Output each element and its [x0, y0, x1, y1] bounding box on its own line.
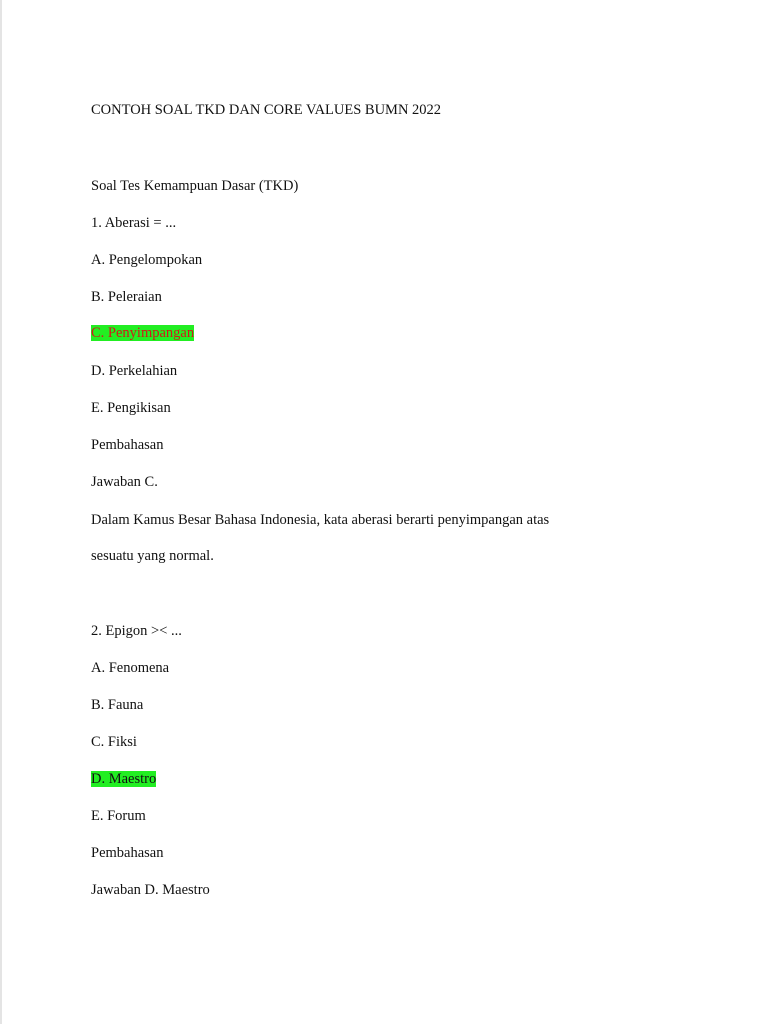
document-title: CONTOH SOAL TKD DAN CORE VALUES BUMN 2022	[91, 102, 442, 118]
option-e: E. Forum	[91, 808, 146, 824]
option-b: B. Peleraian	[91, 289, 162, 305]
option-a: A. Pengelompokan	[91, 252, 203, 268]
question-prompt: 2. Epigon >< ...	[91, 623, 182, 639]
option-d: D. Perkelahian	[91, 363, 178, 379]
option-e: E. Pengikisan	[91, 400, 171, 416]
highlighted-answer: C. Penyimpangan	[91, 325, 195, 341]
answer-text: Jawaban D. Maestro	[91, 882, 210, 898]
question-prompt: 1. Aberasi = ...	[91, 215, 177, 231]
option-c: C. Fiksi	[91, 734, 137, 750]
answer-text: Jawaban C.	[91, 474, 158, 490]
option-a: A. Fenomena	[91, 660, 170, 676]
option-b: B. Fauna	[91, 697, 144, 713]
highlighted-answer: D. Maestro	[91, 771, 157, 787]
explanation-line-1: Dalam Kamus Besar Bahasa Indonesia, kata aberasi berarti penyimpangan atas	[91, 512, 550, 528]
discussion-label: Pembahasan	[91, 437, 164, 453]
section-heading: Soal Tes Kemampuan Dasar (TKD)	[91, 178, 299, 194]
page-edge	[0, 0, 2, 1024]
option-d-highlighted	[91, 770, 156, 788]
explanation-line-2: sesuatu yang normal.	[91, 548, 214, 564]
discussion-label: Pembahasan	[91, 845, 164, 861]
option-c-highlighted	[91, 324, 194, 342]
